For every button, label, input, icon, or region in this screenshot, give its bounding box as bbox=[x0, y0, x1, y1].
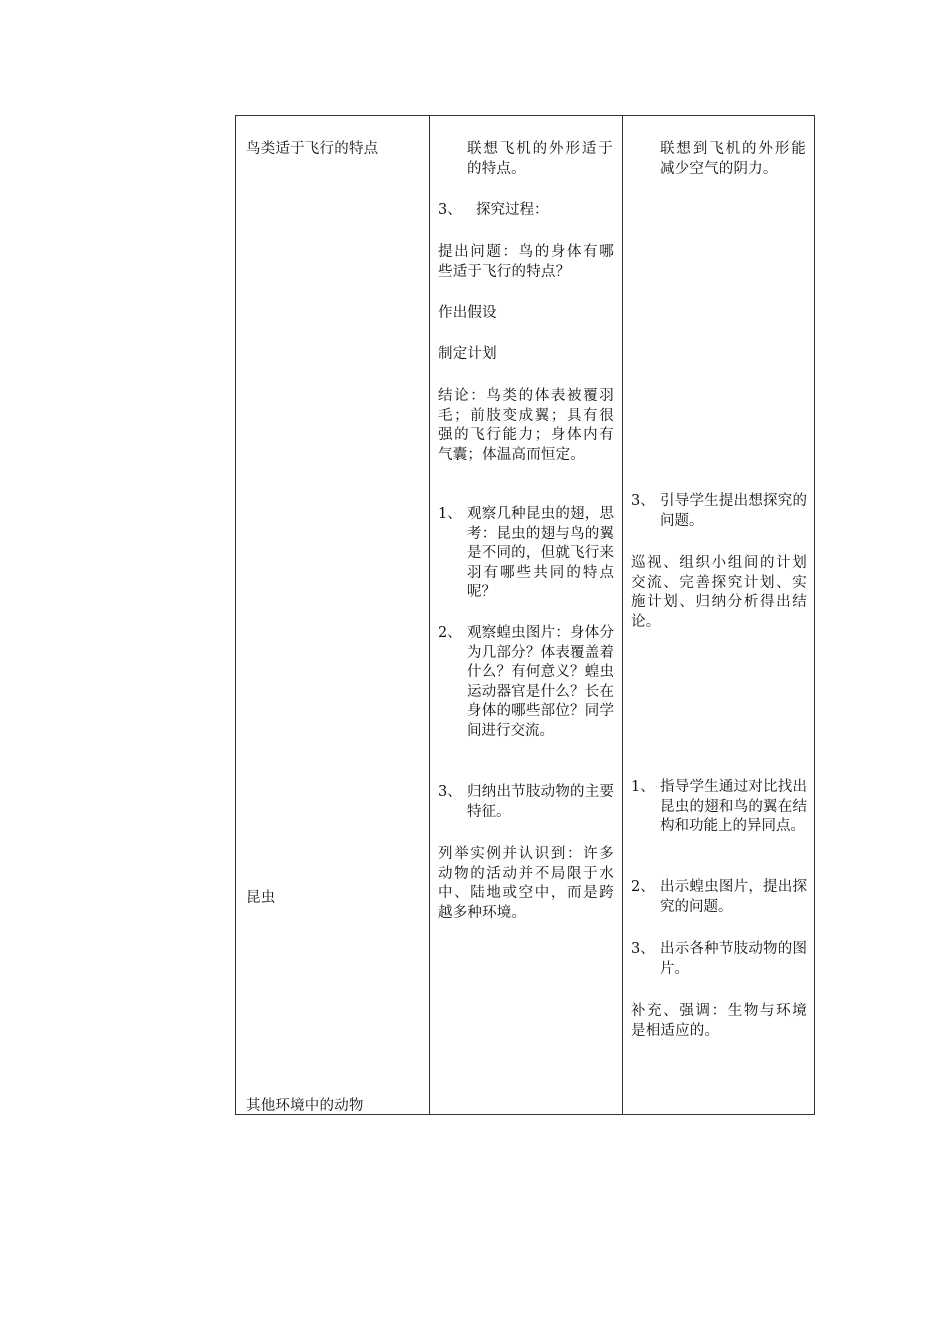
list-number: 3、 bbox=[438, 784, 462, 800]
list-number: 2、 bbox=[631, 879, 655, 895]
student-airplane-text: 联想飞机的外形适于的特点。 bbox=[467, 141, 613, 177]
column-divider bbox=[429, 116, 430, 1114]
list-item-text: 指导学生通过对比找出昆虫的翅和鸟的翼在结构和功能上的异同点。 bbox=[660, 779, 807, 834]
conclusion-text: 结论：鸟类的体表被覆羽毛；前肢变成翼；具有很强的飞行能力；身体内有气囊；体温高而恒定。 bbox=[438, 388, 614, 463]
list-number: 3、 bbox=[631, 493, 655, 509]
list-number: 3、 bbox=[631, 941, 655, 957]
supplement-text: 补充、强调：生物与环境是相适应的。 bbox=[631, 1003, 807, 1039]
list-item-text: 出示蝗虫图片，提出探究的问题。 bbox=[660, 879, 807, 915]
examples-text: 列举实例并认识到：许多动物的活动并不局限于水中、陆地或空中，而是跨越多种环境。 bbox=[438, 846, 614, 921]
plan-text: 制定计划 bbox=[438, 346, 497, 362]
list-number: 1、 bbox=[631, 779, 655, 795]
list-item bbox=[438, 624, 614, 764]
list-item bbox=[631, 878, 807, 918]
step-3-item bbox=[438, 201, 614, 221]
step-3-text: 探究过程： bbox=[476, 202, 549, 218]
teacher-airplane-text: 联想到飞机的外形能减少空气的阴力。 bbox=[660, 141, 806, 177]
list-item bbox=[438, 505, 614, 605]
hypothesis-text: 作出假设 bbox=[438, 305, 497, 321]
list-number: 1、 bbox=[438, 506, 462, 522]
list-item bbox=[438, 783, 614, 823]
question-text: 提出问题：鸟的身体有哪些适于飞行的特点？ bbox=[438, 244, 614, 280]
list-item bbox=[631, 940, 807, 980]
list-item-text: 归纳出节肢动物的主要特征。 bbox=[467, 784, 614, 820]
list-item-text: 出示各种节肢动物的图片。 bbox=[660, 941, 807, 977]
topic-bird: 鸟类适于飞行的特点 bbox=[246, 141, 379, 157]
topic-other-environments: 其他环境中的动物 bbox=[246, 1098, 364, 1114]
list-item bbox=[631, 778, 807, 858]
list-number: 3、 bbox=[438, 202, 462, 218]
list-item-text: 观察几种昆虫的翅，思考：昆虫的翅与鸟的翼是不同的，但就飞行来羽有哪些共同的特点呢？ bbox=[467, 506, 614, 600]
list-number: 2、 bbox=[438, 625, 462, 641]
list-item-text: 观察蝗虫图片：身体分为几部分？体表覆盖着什么？有何意义？蝗虫运动器官是什么？长在身体的哪些部位？同学间进行交流。 bbox=[467, 625, 614, 739]
topic-insect: 昆虫 bbox=[246, 890, 276, 906]
patrol-text: 巡视、组织小组间的计划交流、完善探究计划、实施计划、归纳分析得出结论。 bbox=[631, 555, 807, 630]
column-divider bbox=[622, 116, 623, 1114]
guide-item bbox=[631, 492, 807, 532]
guide-text: 引导学生提出想探究的问题。 bbox=[660, 493, 807, 529]
